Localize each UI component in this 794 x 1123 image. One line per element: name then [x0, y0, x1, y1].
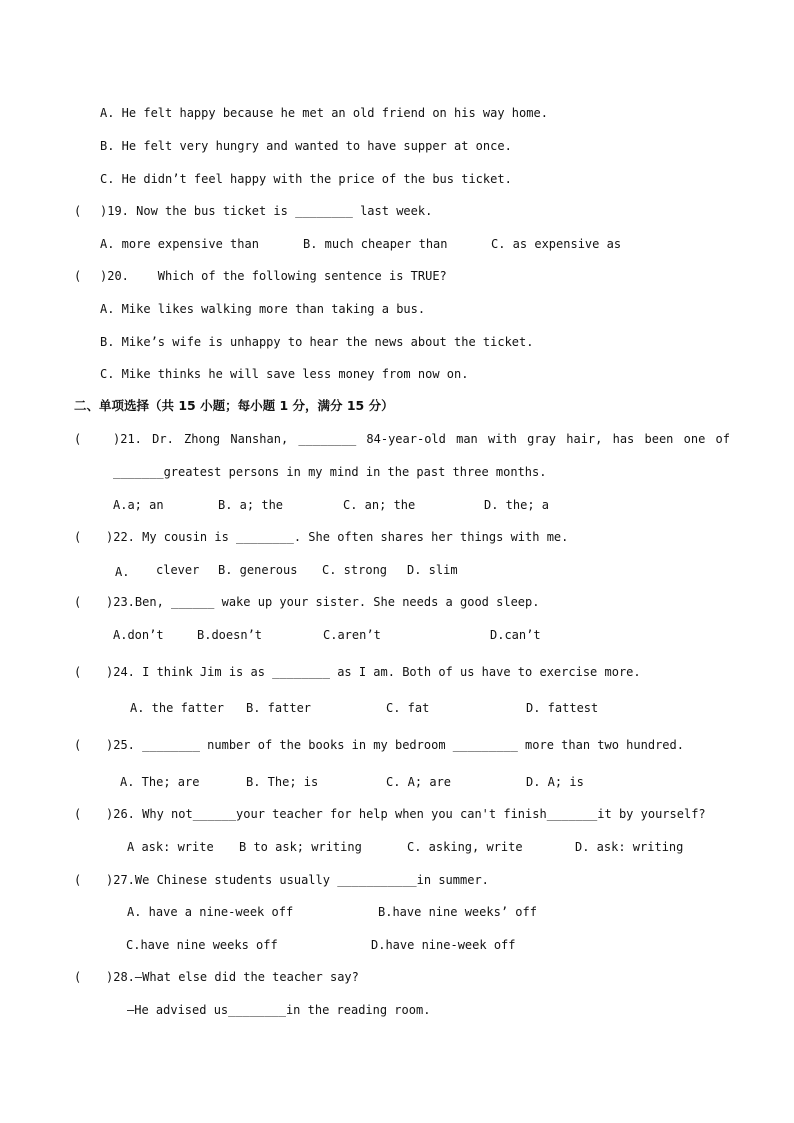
- q25-answer-paren: (: [74, 738, 82, 752]
- q22-stem: )22. My cousin is ________. She often shares her things with me.: [106, 530, 569, 544]
- q25-option-d: D. A; is: [526, 775, 584, 789]
- q26-option-b: B to ask; writing: [239, 840, 362, 854]
- q19-answer-paren: (: [74, 204, 82, 218]
- q24-option-b: B. fatter: [246, 701, 312, 715]
- q23-answer-paren: (: [74, 595, 82, 609]
- q20-option-c: C. Mike thinks he will save less money from now on.: [100, 367, 469, 381]
- q27-option-c: C.have nine weeks off: [126, 938, 278, 952]
- q22-answer-paren: (: [74, 530, 82, 544]
- q18-option-c: C. He didn’t feel happy with the price of the bus ticket.: [100, 172, 512, 186]
- q19-stem: )19. Now the bus ticket is ________ last week.: [100, 204, 433, 218]
- q21-option-c: C. an; the: [343, 498, 416, 512]
- q24-option-a: A. the fatter: [130, 701, 224, 715]
- section-heading: 二、单项选择（共 15 小题；每小题 1 分，满分 15 分）: [74, 398, 394, 413]
- q21-option-b: B. a; the: [218, 498, 284, 512]
- q25-stem: )25. ________ number of the books in my bedroom _________ more than two hundred.: [106, 738, 684, 752]
- q24-stem: )24. I think Jim is as ________ as I am. Both of us have to exercise more.: [106, 665, 641, 679]
- q28-answer-line: —He advised us________in the reading room.: [127, 1003, 431, 1017]
- q23-option-c: C.aren’t: [323, 628, 381, 642]
- q26-option-d: D. ask: writing: [575, 840, 684, 854]
- q21-stem-line1: )21. Dr. Zhong Nanshan, ________ 84-year-old man with gray hair, has been one of: [113, 432, 730, 446]
- q20-option-b: B. Mike’s wife is unhappy to hear the news about the ticket.: [100, 335, 534, 349]
- q18-option-a: A. He felt happy because he met an old friend on his way home.: [100, 106, 548, 120]
- q27-option-a: A. have a nine-week off: [127, 905, 294, 919]
- q22-option-b: B. generous: [218, 563, 298, 577]
- q24-answer-paren: (: [74, 665, 82, 679]
- q25-option-c: C. A; are: [386, 775, 452, 789]
- q22-option-a: clever: [156, 563, 200, 577]
- q28-stem: )28.—What else did the teacher say?: [106, 970, 359, 984]
- q24-option-d: D. fattest: [526, 701, 599, 715]
- q20-answer-paren: (: [74, 269, 82, 283]
- q23-option-d: D.can’t: [490, 628, 541, 642]
- q27-answer-paren: (: [74, 873, 82, 887]
- q21-option-d: D. the; a: [484, 498, 550, 512]
- q21-answer-paren: (: [74, 432, 82, 446]
- q27-option-b: B.have nine weeks’ off: [378, 905, 537, 919]
- q18-option-b: B. He felt very hungry and wanted to have supper at once.: [100, 139, 512, 153]
- q26-stem: )26. Why not______your teacher for help when you can't finish_______it by yourself?: [106, 807, 706, 821]
- q26-answer-paren: (: [74, 807, 82, 821]
- q20-option-a: A. Mike likes walking more than taking a bus.: [100, 302, 426, 316]
- q24-option-c: C. fat: [386, 701, 430, 715]
- q23-option-a: A.don’t: [113, 628, 164, 642]
- q28-answer-paren: (: [74, 970, 82, 984]
- q27-stem: )27.We Chinese students usually ___________in summer.: [106, 873, 489, 887]
- q25-option-b: B. The; is: [246, 775, 319, 789]
- q23-stem: )23.Ben, ______ wake up your sister. She needs a good sleep.: [106, 595, 540, 609]
- q19-option-c: C. as expensive as: [491, 237, 622, 251]
- q23-option-b: B.doesn’t: [197, 628, 263, 642]
- q21-option-a: A.a; an: [113, 498, 164, 512]
- q19-option-a: A. more expensive than: [100, 237, 259, 251]
- q26-option-a: A ask: write: [127, 840, 214, 854]
- q22-option-a-letter: A.: [115, 565, 130, 579]
- q22-option-d: D. slim: [407, 563, 458, 577]
- q22-option-c: C. strong: [322, 563, 388, 577]
- q20-stem: )20. Which of the following sentence is TRUE?: [100, 269, 447, 283]
- q25-option-a: A. The; are: [120, 775, 200, 789]
- q26-option-c: C. asking, write: [407, 840, 523, 854]
- q27-option-d: D.have nine-week off: [371, 938, 516, 952]
- q21-stem-line2: _______greatest persons in my mind in the past three months.: [113, 465, 547, 479]
- q19-option-b: B. much cheaper than: [303, 237, 448, 251]
